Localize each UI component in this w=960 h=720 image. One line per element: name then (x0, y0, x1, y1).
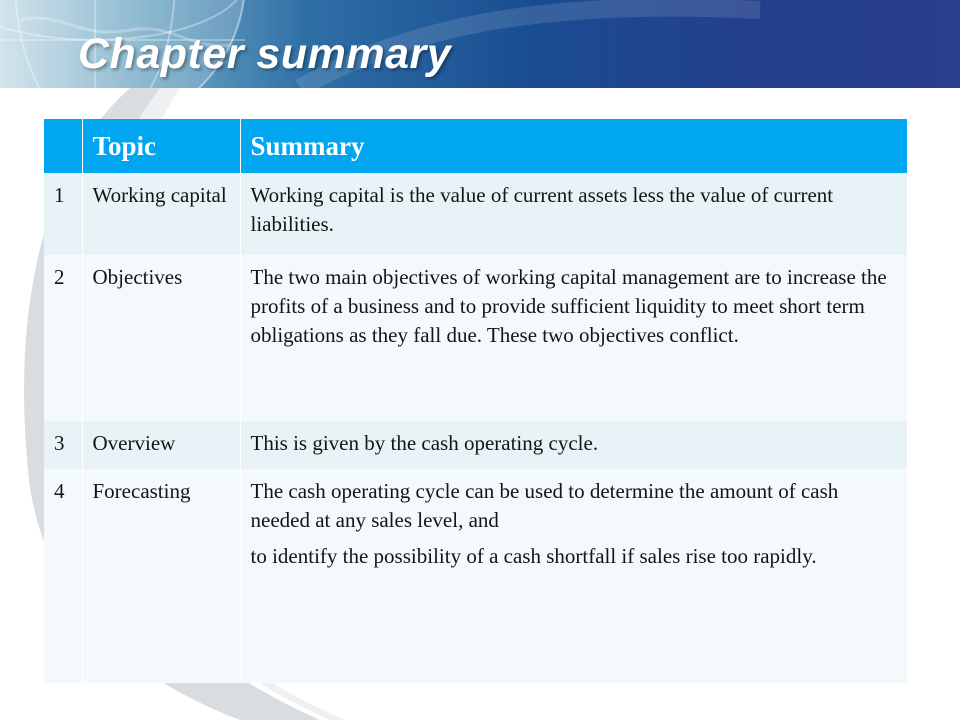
summary-paragraph: Working capital is the value of current assets less the value of current liabilities. (250, 183, 834, 236)
row-topic: Forecasting (82, 469, 240, 683)
row-number: 1 (44, 173, 82, 255)
table-row (44, 469, 907, 683)
row-summary (240, 255, 907, 421)
table-row (44, 255, 907, 421)
row-summary (240, 421, 907, 469)
row-topic: Overview (82, 421, 240, 469)
summary-paragraph: to identify the possibility of a cash shortfall if sales rise too rapidly. (250, 544, 817, 568)
header-number (44, 119, 82, 173)
header-summary: Summary (240, 119, 907, 173)
row-number: 4 (44, 469, 82, 683)
row-topic: Objectives (82, 255, 240, 421)
table-header-row (44, 119, 907, 173)
row-number: 3 (44, 421, 82, 469)
summary-paragraph: The two main objectives of working capital management are to increase the profits of a business and to provide sufficient liquidity to meet short term obligations as they fall due. These two objectives conflict. (250, 265, 887, 347)
row-number: 2 (44, 255, 82, 421)
summary-paragraph: The cash operating cycle can be used to determine the amount of cash needed at any sales level, and (250, 479, 839, 532)
row-summary (240, 173, 907, 255)
row-summary (240, 469, 907, 683)
table-row (44, 421, 907, 469)
page-title: Chapter summary (78, 30, 452, 78)
summary-table (44, 119, 907, 683)
table-row (44, 173, 907, 255)
title-banner (0, 0, 960, 88)
header-topic: Topic (82, 119, 240, 173)
summary-paragraph: This is given by the cash operating cycle. (250, 431, 599, 455)
row-topic: Working capital (82, 173, 240, 255)
